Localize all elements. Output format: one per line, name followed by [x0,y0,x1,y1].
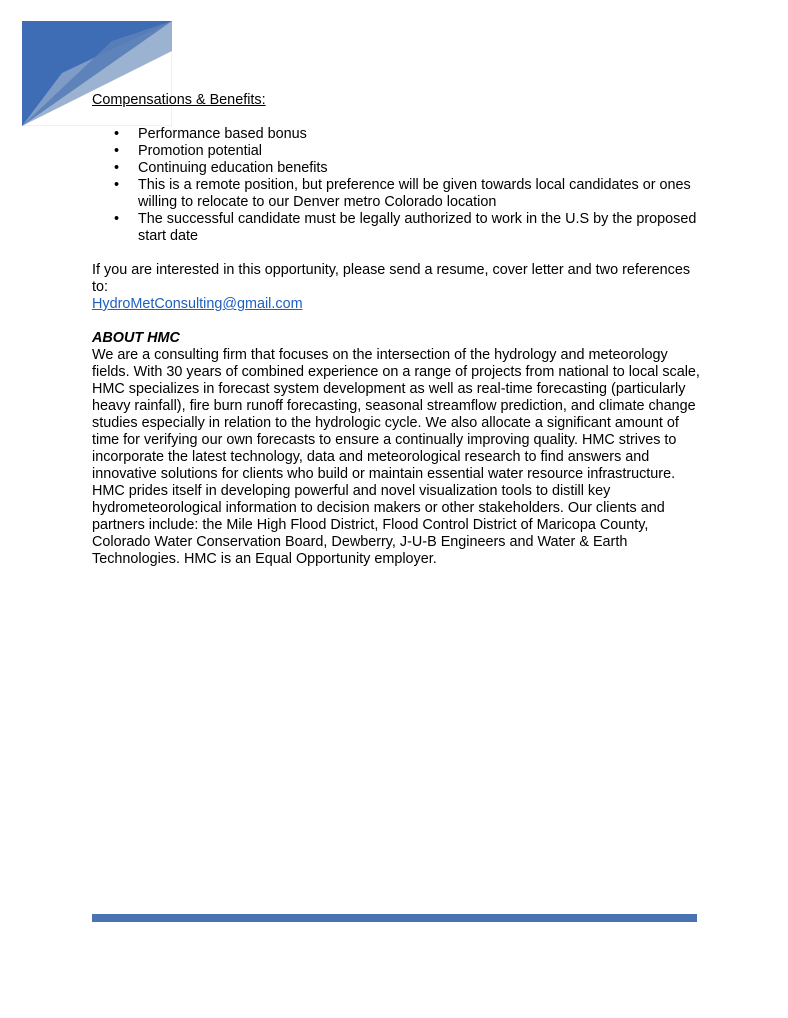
about-heading: ABOUT HMC [92,330,180,346]
document-content [92,92,702,568]
list-item: • Continuing education benefits [138,160,702,177]
list-item: • The successful candidate must be legally authorized to work in the U.S by the proposed start date [138,211,702,245]
benefits-list [92,126,702,245]
compensation-heading: Compensations & Benefits: [92,92,266,108]
email-link[interactable]: HydroMetConsulting@gmail.com [92,296,303,312]
footer-bar [92,914,697,922]
about-paragraph: We are a consulting firm that focuses on the intersection of the hydrology and meteorology fields. With 30 years of combined experience on a range of projects from national to local scale, HMC specializes in forecast system development as well as real-time forecasting (particularly heavy rainfall), fire burn runoff forecasting, seasonal streamflow prediction, and climate change studies especially in relation to the hydrologic cycle. We also allocate a significant amount of time for verifying our own forecasts to ensure a continually improving quality. HMC strives to incorporate the latest technology, data and meteorological research to find answers and innovative solutions for clients who build or maintain essential water resource infrastructure. HMC prides itself in developing powerful and novel visualization tools to distill key hydrometeorological information to decision makers or other stakeholders. Our clients and partners include: the Mile High Flood District, Flood Control District of Maricopa County, Colorado Water Conservation Board, Dewberry, J-U-B Engineers and Water & Earth Technologies. HMC is an Equal Opportunity employer. [92,347,700,567]
list-item: • Promotion potential [138,143,702,160]
list-item: • This is a remote position, but preference will be given towards local candidates or ones willing to relocate to our Denver metro Colorado location [138,177,702,211]
contact-paragraph [92,262,702,313]
contact-text: If you are interested in this opportunity, please send a resume, cover letter and two references to: [92,262,691,295]
list-item: • Performance based bonus [138,126,702,143]
